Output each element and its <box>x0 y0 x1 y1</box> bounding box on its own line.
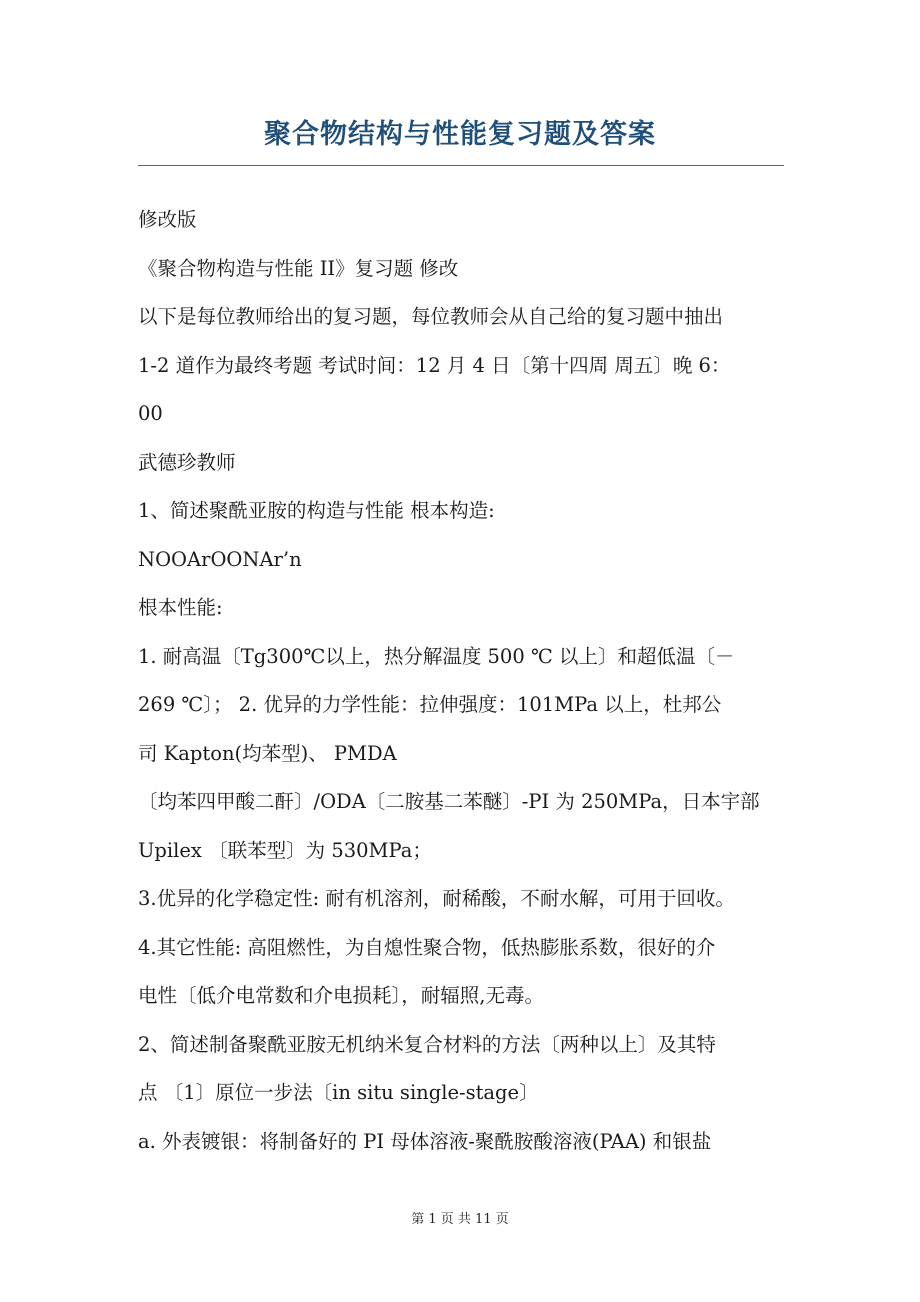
text-line: 3.优异的化学稳定性: 耐有机溶剂，耐稀酸，不耐水解，可用于回收。 <box>138 887 735 910</box>
text-line: 1、简述聚酰亚胺的构造与性能 根本构造: <box>138 499 495 522</box>
document-body <box>138 196 784 1166</box>
text-line: 点 〔1〕原位一步法〔in situ single-stage〕 <box>138 1081 539 1104</box>
text-line: 4.其它性能: 高阻燃性，为自熄性聚合物，低热膨胀系数，很好的介 <box>138 935 716 959</box>
text-line: NOOArOONAr’n <box>138 547 302 571</box>
text-line: 电性〔低介电常数和介电损耗〕，耐辐照,无毒。 <box>138 984 544 1007</box>
text-line: 1-2 道作为最终考题 考试时间：12 月 4 日〔第十四周 周五〕晚 6： <box>138 353 731 377</box>
page-title: 聚合物结构与性能复习题及答案 <box>264 119 656 150</box>
text-line: 《聚合物构造与性能 II》复习题 修改 <box>138 256 459 280</box>
text-line: 以下是每位教师给出的复习题，每位教师会从自己给的复习题中抽出 <box>138 305 724 328</box>
text-line: 武德珍教师 <box>138 450 236 474</box>
title-divider <box>138 165 784 166</box>
text-line: 00 <box>138 402 163 425</box>
text-line: Upilex 〔联苯型〕为 530MPa； <box>138 838 432 862</box>
text-line: 2、简述制备聚酰亚胺无机纳米复合材料的方法〔两种以上〕及其特 <box>138 1032 716 1056</box>
text-line: 根本性能: <box>138 596 223 619</box>
text-line: a. 外表镀银：将制备好的 PI 母体溶液-聚酰胺酸溶液(PAA) 和银盐 <box>138 1129 712 1153</box>
text-line: 1. 耐高温〔Tg300℃以上，热分解温度 500 ℃ 以上〕和超低温〔－ <box>138 644 735 668</box>
text-line: 修改版 <box>138 208 197 231</box>
text-line: 司 Kapton(均苯型)、 PMDA <box>138 741 397 765</box>
text-line: 269 ℃〕； 2. 优异的力学性能：拉伸强度：101MPa 以上，杜邦公 <box>138 693 722 716</box>
text-line: 〔均苯四甲酸二酐〕/ODA〔二胺基二苯醚〕-PI 为 250MPa，日本宇部 <box>138 790 760 813</box>
page-footer: 第 1 页 共 11 页 <box>411 1212 509 1227</box>
